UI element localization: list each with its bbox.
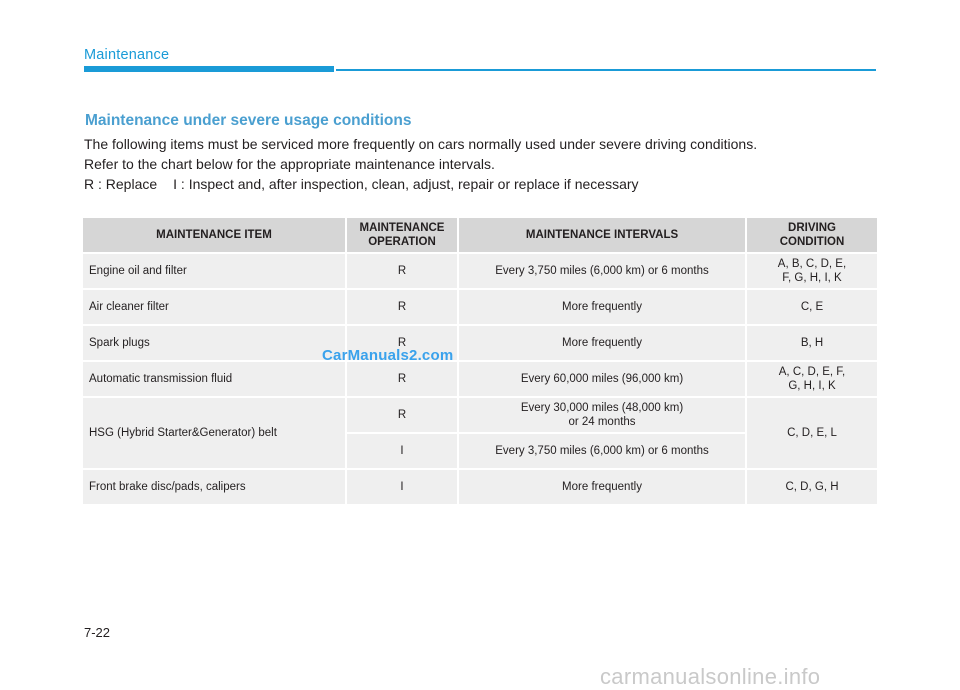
section-label: Maintenance bbox=[84, 47, 170, 63]
intro-line-1: The following items must be serviced more frequently on cars normally used under severe driving conditions. bbox=[84, 136, 758, 152]
intro-line-2: Refer to the chart below for the appropriate maintenance intervals. bbox=[84, 156, 495, 172]
cell-condition: B, H bbox=[747, 326, 877, 360]
cell-operation: R bbox=[347, 362, 457, 396]
table-row bbox=[83, 398, 877, 432]
cell-interval: Every 3,750 miles (6,000 km) or 6 months bbox=[459, 434, 745, 468]
cell-condition: A, B, C, D, E, F, G, H, I, K bbox=[747, 254, 877, 288]
cell-item: Engine oil and filter bbox=[83, 254, 345, 288]
page-heading: Maintenance under severe usage conditions bbox=[85, 112, 412, 129]
table-header-row bbox=[83, 218, 877, 252]
table-row bbox=[83, 362, 877, 396]
cell-condition: C, D, G, H bbox=[747, 470, 877, 504]
cell-operation: I bbox=[347, 470, 457, 504]
cell-item: Spark plugs bbox=[83, 326, 345, 360]
intro-text bbox=[84, 134, 884, 194]
cell-item: Front brake disc/pads, calipers bbox=[83, 470, 345, 504]
table-row bbox=[83, 290, 877, 324]
maintenance-table bbox=[81, 216, 879, 506]
header-driving-condition: DRIVING CONDITION bbox=[747, 218, 877, 252]
cell-operation: R bbox=[347, 254, 457, 288]
legend-replace: R : Replace bbox=[84, 176, 158, 192]
header-rule-thick bbox=[84, 66, 334, 72]
cell-interval: Every 3,750 miles (6,000 km) or 6 months bbox=[459, 254, 745, 288]
cell-interval: More frequently bbox=[459, 470, 745, 504]
cell-item: Automatic transmission fluid bbox=[83, 362, 345, 396]
watermark-carmanualsonline: carmanualsonline.info bbox=[600, 664, 821, 689]
cell-operation: R bbox=[347, 326, 457, 360]
cell-operation: R bbox=[347, 290, 457, 324]
header-maintenance-operation: MAINTENANCE OPERATION bbox=[347, 218, 457, 252]
table-row bbox=[83, 326, 877, 360]
cell-interval: More frequently bbox=[459, 290, 745, 324]
table-row bbox=[83, 254, 877, 288]
cell-condition: C, E bbox=[747, 290, 877, 324]
cell-interval: More frequently bbox=[459, 326, 745, 360]
cell-operation: I bbox=[347, 434, 457, 468]
cell-item: Air cleaner filter bbox=[83, 290, 345, 324]
watermark-carmanuals2: CarManuals2.com bbox=[322, 347, 454, 364]
header-maintenance-item: MAINTENANCE ITEM bbox=[83, 218, 345, 252]
page-number: 7-22 bbox=[84, 625, 111, 640]
cell-operation: R bbox=[347, 398, 457, 432]
cell-interval: Every 30,000 miles (48,000 km) or 24 months bbox=[459, 398, 745, 432]
cell-condition: A, C, D, E, F, G, H, I, K bbox=[747, 362, 877, 396]
header-maintenance-intervals: MAINTENANCE INTERVALS bbox=[459, 218, 745, 252]
legend-line bbox=[84, 174, 884, 194]
header-rule-thin bbox=[336, 69, 876, 71]
cell-interval: Every 60,000 miles (96,000 km) bbox=[459, 362, 745, 396]
legend-inspect: I : Inspect and, after inspection, clean, adjust, repair or replace if necessary bbox=[173, 176, 639, 192]
cell-condition: C, D, E, L bbox=[747, 398, 877, 468]
table-row bbox=[83, 470, 877, 504]
cell-item: HSG (Hybrid Starter&Generator) belt bbox=[83, 398, 345, 468]
